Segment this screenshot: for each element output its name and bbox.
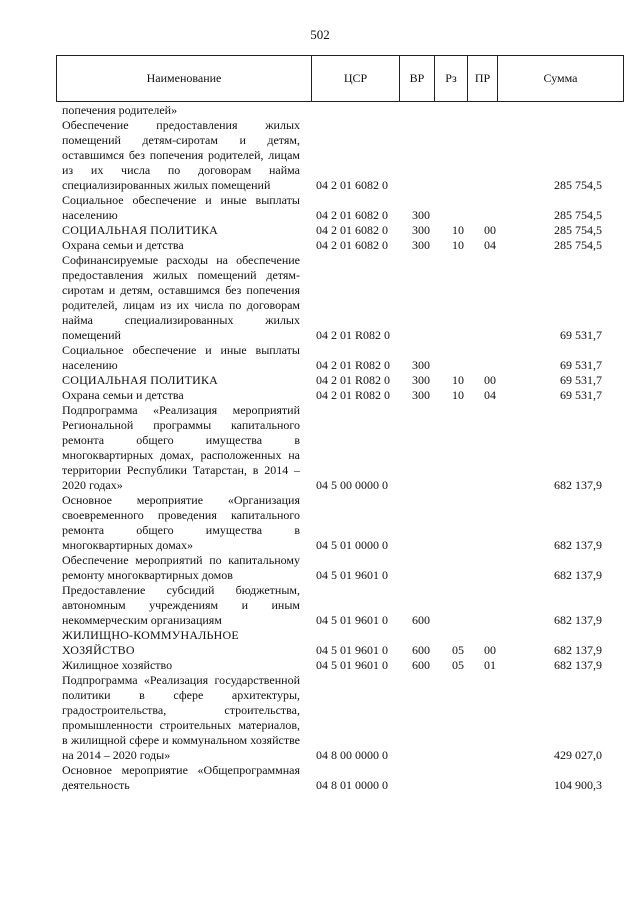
row-vr: 600 xyxy=(412,613,430,627)
row-name: Жилищное хозяйство xyxy=(62,658,173,672)
row-sum: 682 137,9 xyxy=(554,613,602,627)
row-sum: 682 137,9 xyxy=(554,538,602,552)
row-csr: 04 2 01 6082 0 xyxy=(316,223,388,237)
row-name: Обеспечение мероприятий по капитальному ремонту многоквартирных домов xyxy=(62,553,300,582)
row-name: попечения родителей» xyxy=(62,103,178,117)
row-vr: 300 xyxy=(412,358,430,372)
row-sum: 69 531,7 xyxy=(560,388,602,402)
row-name: Охрана семьи и детства xyxy=(62,388,184,402)
table-row xyxy=(62,628,602,658)
table-row xyxy=(62,658,602,673)
table-header xyxy=(56,55,624,102)
row-name: Социальное обеспечение и иные выплаты населению xyxy=(62,343,300,372)
table-row xyxy=(62,373,602,388)
table-row xyxy=(62,403,602,493)
row-csr: 04 5 01 0000 0 xyxy=(316,538,388,552)
row-csr: 04 2 01 6082 0 xyxy=(316,238,388,252)
table-row xyxy=(62,238,602,253)
row-csr: 04 2 01 R082 0 xyxy=(316,358,391,372)
header-vr: ВР xyxy=(400,56,435,101)
row-csr: 04 2 01 6082 0 xyxy=(316,208,388,222)
row-name: СОЦИАЛЬНАЯ ПОЛИТИКА xyxy=(62,223,219,237)
header-csr: ЦСР xyxy=(312,56,400,101)
row-vr: 300 xyxy=(412,238,430,252)
row-csr: 04 5 01 9601 0 xyxy=(316,613,388,627)
row-pr: 00 xyxy=(484,373,496,387)
table-row xyxy=(62,103,602,118)
header-sum: Сумма xyxy=(543,71,578,85)
row-csr: 04 5 01 9601 0 xyxy=(316,643,388,657)
row-csr: 04 8 00 0000 0 xyxy=(316,748,388,762)
row-name: Обеспечение предоставления жилых помещений детям-сиротам и детям, оставшимся без попечения родителей, лицам из их числа по договорам найма специализированных жилых помещений xyxy=(62,118,300,192)
row-name: Предоставление субсидий бюджетным, автономным учреждениям и иным некоммерческим организациям xyxy=(62,583,300,627)
row-sum: 285 754,5 xyxy=(554,238,602,252)
header-rz: Рз xyxy=(435,56,468,101)
row-pr: 04 xyxy=(484,238,496,252)
row-csr: 04 2 01 R082 0 xyxy=(316,328,391,342)
row-name: Охрана семьи и детства xyxy=(62,238,184,252)
row-sum: 69 531,7 xyxy=(560,358,602,372)
row-rz: 10 xyxy=(452,388,464,402)
row-name: Подпрограмма «Реализация мероприятий Региональной программы капитального ремонта общего имущества в многоквартирных домах, расположенных на территории Республики Татарстан, в 2014 – 2020 годах» xyxy=(62,403,300,492)
table-row xyxy=(62,253,602,343)
table-row xyxy=(62,493,602,553)
header-pr: ПР xyxy=(468,56,498,101)
row-csr: 04 2 01 R082 0 xyxy=(316,388,391,402)
row-csr: 04 5 01 9601 0 xyxy=(316,658,388,672)
row-vr: 300 xyxy=(412,223,430,237)
row-rz: 10 xyxy=(452,238,464,252)
row-csr: 04 2 01 6082 0 xyxy=(316,178,388,192)
row-sum: 285 754,5 xyxy=(554,208,602,222)
row-vr: 600 xyxy=(412,643,430,657)
row-sum: 285 754,5 xyxy=(554,223,602,237)
table-row xyxy=(62,763,602,793)
row-sum: 104 900,3 xyxy=(554,778,602,792)
table-row xyxy=(62,388,602,403)
row-vr: 300 xyxy=(412,373,430,387)
row-pr: 01 xyxy=(484,658,496,672)
row-sum: 682 137,9 xyxy=(554,568,602,582)
row-name: Основное мероприятие «Общепрограммная деятельность xyxy=(62,763,300,792)
row-sum: 285 754,5 xyxy=(554,178,602,192)
table-row xyxy=(62,583,602,628)
table-body xyxy=(62,103,602,793)
row-name: Социальное обеспечение и иные выплаты населению xyxy=(62,193,300,222)
row-rz: 10 xyxy=(452,223,464,237)
table-row xyxy=(62,118,602,193)
row-vr: 300 xyxy=(412,388,430,402)
row-sum: 69 531,7 xyxy=(560,373,602,387)
row-rz: 10 xyxy=(452,373,464,387)
row-csr: 04 5 00 0000 0 xyxy=(316,478,388,492)
row-csr: 04 2 01 R082 0 xyxy=(316,373,391,387)
row-name: ЖИЛИЩНО-КОММУНАЛЬНОЕ ХОЗЯЙСТВО xyxy=(62,628,239,657)
row-sum: 682 137,9 xyxy=(554,658,602,672)
row-csr: 04 8 01 0000 0 xyxy=(316,778,388,792)
table-row xyxy=(62,553,602,583)
row-rz: 05 xyxy=(452,658,464,672)
row-rz: 05 xyxy=(452,643,464,657)
table-row xyxy=(62,223,602,238)
row-vr: 600 xyxy=(412,658,430,672)
table-row xyxy=(62,193,602,223)
row-sum: 682 137,9 xyxy=(554,643,602,657)
table-row xyxy=(62,673,602,763)
row-name: Софинансируемые расходы на обеспечение предоставления жилых помещений детям-сиротам и детям, оставшимся без попечения родителей, лицам из их числа по договорам найма специализированных жилых помещений xyxy=(62,253,300,342)
page-number: 502 xyxy=(310,27,330,42)
row-pr: 00 xyxy=(484,223,496,237)
row-sum: 682 137,9 xyxy=(554,478,602,492)
row-name: СОЦИАЛЬНАЯ ПОЛИТИКА xyxy=(62,373,219,387)
row-sum: 429 027,0 xyxy=(554,748,602,762)
row-name: Основное мероприятие «Организация своевременного проведения капитального ремонта общего имущества в многоквартирных домах» xyxy=(62,493,300,552)
row-pr: 00 xyxy=(484,643,496,657)
header-name: Наименование xyxy=(57,56,312,101)
row-pr: 04 xyxy=(484,388,496,402)
row-name: Подпрограмма «Реализация государственной политики в сфере архитектуры, градостроительства, строительства, промышленности строительных материалов, в жилищной сфере и коммунальном хозяйстве на 2014 – 2020 годы» xyxy=(62,673,300,762)
row-csr: 04 5 01 9601 0 xyxy=(316,568,388,582)
row-sum: 69 531,7 xyxy=(560,328,602,342)
row-vr: 300 xyxy=(412,208,430,222)
table-row xyxy=(62,343,602,373)
